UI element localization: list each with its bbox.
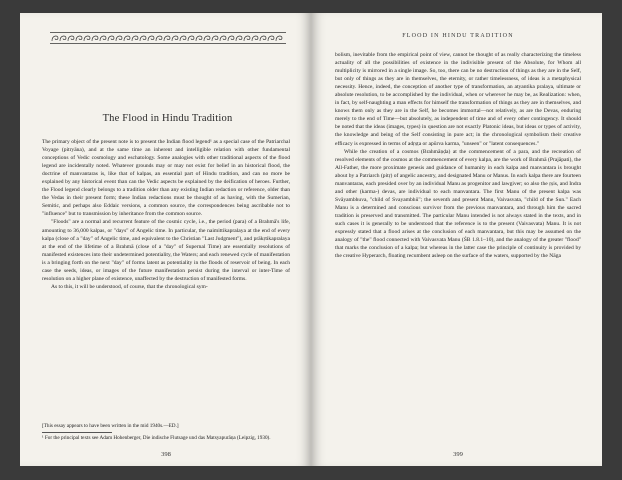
page-number: 399 — [453, 451, 463, 458]
footnote-rule — [42, 432, 112, 433]
left-body-text — [42, 138, 290, 291]
footnotes — [42, 423, 290, 442]
book-spread — [20, 13, 602, 466]
ornament-icon — [48, 31, 288, 45]
right-body-text — [335, 51, 581, 260]
paragraph: As to this, it will be understood, of course, that the chronological sym- — [51, 283, 208, 290]
footnote: ¹ For the principal texts see Adam Hohenberger, Die indische Flutsage und das Matsyapurāṇa (Leipzig, 1930). — [42, 435, 271, 442]
chapter-title: The Flood in Hindu Tradition — [102, 113, 233, 124]
paragraph: While the creation of a cosmos (Brahmāṇḍa) at the commencement of a para, and the recreation of resolved elements of the cosmos at the commencement of every kalpa, are the work of Brahmā (Prajāpati), the All-Father, the more proximate genesis and guidance of humanity in each kalpa and manvantara is brought about by a Patriarch (pitṛ) of angelic ancestry, and designated Manu or Manus. In each kalpa there are fourteen manvantaras, each presided over by an individual Manu as progenitor and lawgiver; so also the ṛṣis, and Indra and other (karma-) devas, are individual to each manvantara. The first Manu of the present kalpa was Svāyambhuva, "child of Svayambhū"; the seventh and present Manu, Vaivasvata, "child of the Sun." Each Manu is a determined and conscious survivor from the previous manvantara, and through him the sacred tradition is preserved and transmitted. The particular Manu intended is not always stated in the texts, and in such cases it is generally to be understood that the reference is to the present (Vaivasvata) Manu. It is not expressly stated that a flood arises at the conclusion of each manvantara, but this may be assumed on the analogy of "the" flood connected with Vaivasvata Manu (ŚB 1.8.1–10), and the analogy of the greater "flood" that marks the conclusion of a kalpa; but whereas in the latter case the principle of continuity is provided by the creative Hyperarch, floating recumbent asleep on the surface of the waters, supported by the Nāga — [335, 148, 581, 260]
page-number: 398 — [161, 451, 171, 458]
paragraph: The primary object of the present note is to present the Indian flood legend¹ as a special case of the Patriarchal Voyage (pitryāna), and at the same time an inherent and intelligible relation with other fundamental conceptions of Vedic cosmology and eschatology. Some analogies with other traditional aspects of the flood legend are incidentally noted. Whatever grounds may or may not exist for belief in an historical flood, the doctrine of manvantaras is, like that of kalpas, an essential part of Hindu tradition, and can no more be explained by any historical event than can the Vedic aspects be explained by the deification of heroes. Further, the Flood legend clearly belongs to a tradition older than any existing Indian redaction or reference, older than the Vedas in their present form; these Indian redactions must be thought of as having, with the Sumerian, Semitic, and perhaps also Eddaic versions, a common source, the correspondences being ascribable not to "influence" but to transmission by inheritance from the common source. — [42, 139, 290, 218]
left-page — [20, 13, 311, 466]
running-head: FLOOD IN HINDU TRADITION — [402, 33, 514, 39]
editor-note: [This essay appears to have been written in the mid 1940s.—ED.] — [42, 423, 179, 429]
right-page — [311, 13, 602, 466]
paragraph: "Floods" are a normal and recurrent feature of the cosmic cycle, i.e., the period (para) of a Brahmā's life, amounting to 36,000 kalpas, or "days" of Angelic time. In particular, the naimittikapralaya at the end of every kalpa (close of a "day" of Angelic time, and equivalent to the Christian "Last Judgment"), and prākṛtikapralaya at the end of the lifetime of a Brahmā (close of a "day" of Supernal Time) are essentially resolutions of manifested existences into their undetermined potentiality, the Waters; and each renewed cycle of manifestation is a bringing forth on the next "day" of forms latent as potentiality in the floods of reservoir of being. In each case the seeds, ideas, or images of the future manifestation persist during the interval or inter-Time of resolution on a higher plane of existence, unaffected by the destruction of manifested forms. — [42, 219, 290, 282]
paragraph: bolism, inevitable from the empirical point of view, cannot be thought of as really characterizing the timeless actuality of all the possibilities of existence in the indivisible present of the Absolute, for Whom all multiplicity is mirrored in a single image. So, too, there can be no destruction of things as they are in the Self, but only of things as they are in themselves, the eternity, or rather timelessness, of ideas is a metaphysical necessity. Hence, indeed, the conception of another type of transformation, an atyantika pralaya, ultimate or absolute resolution, to be accomplished by the individual, when or wherever he may be, as Realization: when, in fact, by self-naughting a man effects for himself the transformation of things as they are in themselves, and knows them only as they are in the Self, he becomes immortal—not relatively, as are the Devas, enduring merely to the end of Time—but absolutely, as independent of time and of every other contingency. It should be noted that the ideas (images, types) in question are not exactly Platonic ideas, but ideas or types of activity, the knowledge and being of the Self consisting in pure act; in the chronological symbolism their creative efficacy is expressed in terms of adṛṣṭa or apūrva karma, "unseen" or "latent consequences." — [335, 52, 581, 147]
